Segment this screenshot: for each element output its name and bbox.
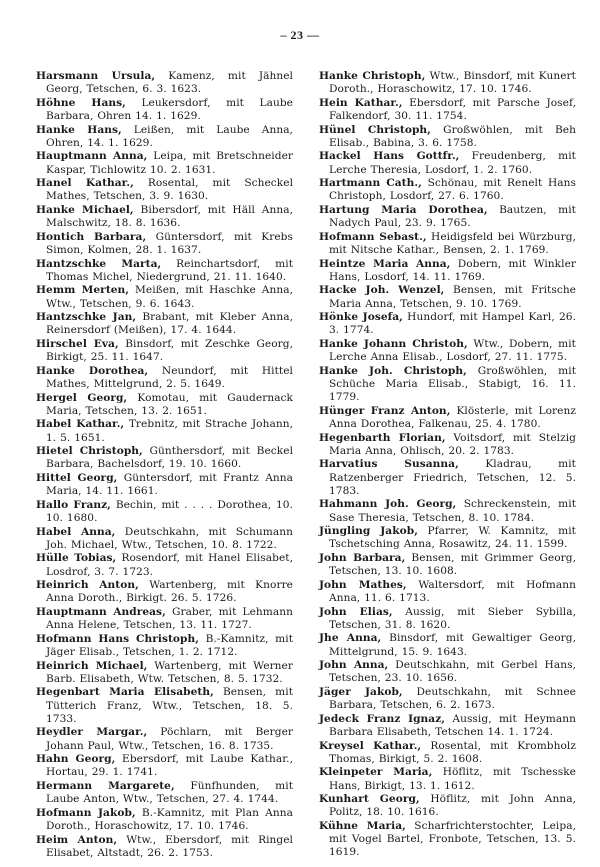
register-entry [36,231,293,257]
register-entry [36,726,293,752]
entry-details: Kladrau, mit Ratzenberger Friedrich, Tetschen, 12. 5. 1783. [329,458,576,497]
entry-name: Hünel Christoph, [319,123,431,136]
entry-name: Hartmann Cath., [319,177,422,190]
entry-details: Bensen, mit Grimmer Georg, Tetschen, 13. 10. 1608. [329,551,576,578]
entry-name: Hegenbarth Florian, [319,431,446,444]
entry-name: Hontich Barbara, [36,230,147,243]
entry-name: Hanke Joh. Christoph, [319,364,467,377]
entry-name: Hanke Dorothea, [36,364,149,377]
entry-details: Deutschkahn, mit Schnee Barbara, Tetschen, 6. 2. 1673. [329,685,576,712]
register-entry [319,606,576,632]
entry-name: Heydler Margar., [36,726,148,739]
register-columns [36,70,576,860]
entry-name: Heinrich Michael, [36,659,148,672]
register-entry [319,124,576,150]
entry-name: John Barbara, [319,551,406,564]
entry-name: Hönke Josefa, [319,311,403,324]
entry-details: Leukersdorf, mit Laube Barbara, Ohren 14. 1. 1629. [46,96,293,122]
entry-name: Jäger Jakob, [319,685,403,698]
entry-details: Rosendorf, mit Hanel Elisabet, Losdrof, 3. 7. 1723. [46,552,293,578]
entry-details: Schreckenstein, mit Sase Theresia, Tetschen, 8. 10. 1784. [329,498,577,524]
entry-name: Hanel Kathar., [36,177,134,190]
entry-name: Hünger Franz Anton, [319,404,451,417]
register-entry [36,660,293,686]
entry-name: Habel Kathar., [36,418,125,431]
register-entry [319,766,576,792]
entry-details: Bensen, mit Tütterich Franz, Wtw., Tetschen, 18. 5. 1733. [46,686,293,725]
entry-details: Meißen, mit Haschke Anna, Wtw., Tetschen, 9. 6. 1643. [46,284,294,310]
entry-details: Deutschkahn, mit Schumann Joh. Michael, Wtw., Tetschen, 10. 8. 1722. [46,525,293,551]
register-entry [319,231,576,257]
entry-name: Kunhart Georg, [319,793,420,806]
entry-details: Neundorf, mit Hittel Mathes, Mittelgrund, 2. 5. 1649. [46,364,293,390]
entry-name: Hanke Hans, [36,123,122,136]
entry-details: Schönau, mit Renelt Hans Christoph, Losdorf, 27. 6. 1760. [329,177,576,203]
entry-details: Bibersdorf, mit Häll Anna, Malschwitz, 18. 8. 1636. [46,203,294,230]
entry-name: Heintze Maria Anna, [319,257,451,270]
entry-name: Hanke Michael, [36,203,134,216]
entry-name: Hauptmann Andreas, [36,605,166,618]
entry-details: Brabant, mit Kleber Anna, Reinersdorf (Meißen), 17. 4. 1644. [46,311,293,337]
entry-details: Güntersdorf, mit Krebs Simon, Kolmen, 28. 1. 1637. [46,230,294,256]
entry-name: Heinrich Anton, [36,579,139,592]
entry-details: Klösterle, mit Lorenz Anna Dorothea, Falkenau, 25. 4. 1780. [329,404,576,430]
entry-name: Hofmann Hans Christoph, [36,632,199,645]
entry-name: Hauptmann Anna, [36,150,148,163]
entry-details: B.-Kamnitz, mit Jäger Elisab., Tetschen, 1. 2. 1712. [46,632,294,658]
entry-name: Hegenbart Maria Elisabeth, [36,686,214,699]
register-entry [36,392,293,418]
entry-name: Harsmann Ursula, [36,70,156,82]
entry-details: Deutschkahn, mit Gerbel Hans, Tetschen, 23. 10. 1656. [329,659,576,685]
entry-details: Waltersdorf, mit Hofmann Anna, 11. 6. 1713. [329,578,576,604]
entry-details: Rosental, mit Scheckel Mathes, Tetschen, 3. 9. 1630. [46,177,294,203]
entry-details: Günthersdorf, mit Beckel Barbara, Bachelsdorf, 19. 10. 1660. [46,445,294,471]
entry-name: Habel Anna, [36,525,116,538]
register-entry [36,97,293,123]
entry-name: Höhne Hans, [36,96,126,109]
register-entry [319,820,576,860]
entry-name: Jhe Anna, [319,632,382,645]
register-entry [36,124,293,150]
entry-name: Hanke Johann Christoh, [319,337,468,350]
entry-name: Hofmann Jakob, [36,806,136,819]
register-entry [36,418,293,444]
entry-details: Bensen, mit Fritsche Maria Anna, Tetschen, 9. 10. 1769. [329,284,577,310]
register-entry [319,552,576,578]
entry-name: Hemm Merten, [36,284,130,297]
register-entry [319,311,576,337]
register-entry [36,311,293,337]
register-entry [319,284,576,310]
entry-details: Wartenberg, mit Werner Barb. Elisabeth, Wtw. Tetschen, 8. 5. 1732. [46,659,293,685]
register-entry [319,713,576,739]
entry-name: Hermann Margarete, [36,779,175,792]
register-entry [319,204,576,230]
entry-name: John Mathes, [319,578,407,591]
entry-name: Hirschel Eva, [36,337,119,350]
entry-name: Hergel Georg, [36,391,128,404]
entry-name: Hackel Hans Gottfr., [319,150,460,163]
entry-name: Hahmann Joh. Georg, [319,498,457,511]
register-entry [319,365,576,405]
register-entry [36,780,293,806]
register-entry [319,97,576,123]
entry-details: Reinchartsdorf, mit Thomas Michel, Niedergrund, 21. 11. 1640. [46,257,294,283]
entry-name: Hein Kathar., [319,96,403,109]
entry-details: Großwöhlen, mit Beh Elisab., Babina, 3. 6. 1758. [329,123,576,149]
register-entry [319,632,576,658]
register-entry [36,579,293,605]
entry-name: Hülle Tobias, [36,552,117,565]
entry-details: Pöchlarn, mit Berger Johann Paul, Wtw., Tetschen, 16. 8. 1735. [46,726,294,752]
entry-name: Hanke Christoph, [319,70,426,82]
register-entry [319,793,576,819]
entry-details: Bautzen, mit Nadych Paul, 23. 9. 1765. [329,203,576,230]
register-entry [36,445,293,471]
entry-details: Hundorf, mit Hampel Karl, 26. 3. 1774. [329,311,576,337]
entry-details: Scharfrichterstochter, Leipa, mit Vogel Bartel, Fronbote, Tetschen, 13. 5. 1619. [329,819,576,859]
entry-details: Wtw., Dobern, mit Lerche Anna Elisab., Losdorf, 27. 11. 1775. [329,337,576,364]
entry-name: Hacke Joh. Wenzel, [319,284,445,297]
register-entry [319,150,576,176]
register-entry [36,807,293,833]
register-entry [36,150,293,176]
entry-name: Hietel Christoph, [36,445,143,458]
entry-details: Dobern, mit Winkler Hans, Losdorf, 14. 11. 1769. [329,257,577,283]
entry-name: Hantzschke Jan, [36,311,137,324]
register-entry [319,70,576,96]
register-entry [319,579,576,605]
entry-details: Kamenz, mit Jähnel Georg, Tetschen, 6. 3. 1623. [46,70,294,96]
register-entry [36,258,293,284]
register-entry [36,365,293,391]
register-entry [36,606,293,632]
entry-details: Aussig, mit Heymann Barbara Elisabeth, Tetschen 14. 1. 1724. [329,712,576,738]
register-entry [36,499,293,525]
entry-details: Höflitz, mit John Anna, Politz, 18. 10. 1616. [329,793,577,819]
entry-details: Ebersdorf, mit Laube Kathar., Hortau, 29. 1. 1741. [46,753,294,779]
register-entry [36,686,293,726]
right-column [319,70,576,860]
entry-name: Hahn Georg, [36,753,116,766]
entry-details: Bechin, mit . . . . Dorothea, 10. 10. 1680. [46,498,294,524]
register-entry [319,177,576,203]
register-entry [319,258,576,284]
entry-name: Kreysel Kathar., [319,739,422,752]
entry-name: John Elias, [319,605,393,618]
entry-name: Kühne Maria, [319,819,406,832]
register-entry [36,177,293,203]
entry-details: Großwöhlen, mit Schüche Maria Elisab., Stabigt, 16. 11. 1779. [329,364,577,404]
entry-details: Graber, mit Lehmann Anna Helene, Tetschen, 13. 11. 1727. [46,605,294,632]
entry-details: Heidigsfeld bei Würzburg, mit Nitsche Kathar., Bensen, 2. 1. 1769. [329,230,576,256]
entry-name: Hallo Franz, [36,498,111,511]
entry-details: Ebersdorf, mit Parsche Josef, Falkendorf, 30. 11. 1754. [329,96,576,122]
entry-details: Binsdorf, mit Zeschke Georg, Birkigt, 25. 11. 1647. [46,337,294,364]
entry-details: Wartenberg, mit Knorre Anna Doroth., Birkigt. 26. 5. 1726. [46,579,293,605]
entry-name: Hartung Maria Dorothea, [319,203,488,216]
entry-details: Güntersdorf, mit Frantz Anna Maria, 14. 11. 1661. [46,471,294,498]
entry-name: Hantzschke Marta, [36,257,162,270]
entry-details: Leißen, mit Laube Anna, Ohren, 14. 1. 1629. [46,123,293,149]
entry-name: Jüngling Jakob, [319,525,418,538]
register-entry [36,753,293,779]
entry-details: Rosental, mit Krombholz Thomas, Birkigt, 5. 2. 1608. [329,739,576,765]
entry-details: Trebnitz, mit Strache Johann, 1. 5. 1651. [46,418,293,444]
page-number: – 23 — [280,28,320,42]
register-entry [36,204,293,230]
register-entry [36,70,293,96]
entry-name: Jedeck Franz Ignaz, [319,712,446,725]
register-entry [36,338,293,364]
register-entry [319,525,576,551]
entry-details: Höflitz, mit Tschesske Hans, Birkigt, 13. 1. 1612. [329,766,576,792]
entry-name: Heim Anton, [36,833,118,846]
entry-details: Fünfhunden, mit Laube Anton, Wtw., Tetschen, 27. 4. 1744. [46,779,293,806]
entry-details: Binsdorf, mit Gewaltiger Georg, Mittelgrund, 15. 9. 1643. [329,632,576,658]
entry-name: Harvatius Susanna, [319,458,459,471]
register-entry [319,740,576,766]
entry-name: Hittel Georg, [36,471,118,484]
entry-details: Wtw., Ebersdorf, mit Ringel Elisabet, Altstadt, 26. 2. 1753. [46,833,293,859]
entry-name: Kleinpeter Maria, [319,766,433,779]
register-entry [36,633,293,659]
entry-details: Aussig, mit Sieber Sybilla, Tetschen, 31. 8. 1620. [329,605,576,631]
register-entry [36,526,293,552]
register-entry [319,686,576,712]
register-entry [319,659,576,685]
register-entry [319,458,576,498]
register-entry [319,432,576,458]
entry-details: Voitsdorf, mit Stelzig Maria Anna, Ohlisch, 20. 2. 1783. [329,431,576,457]
register-entry [36,284,293,310]
left-column [36,70,293,860]
register-entry [36,552,293,578]
register-entry [319,338,576,364]
entry-details: Pfarrer, W. Kamnitz, mit Tschetsching Anna, Rosawitz, 24. 11. 1599. [329,525,576,551]
entry-details: B.-Kamnitz, mit Plan Anna Doroth., Horaschowitz, 17. 10. 1746. [46,806,293,832]
entry-details: Leipa, mit Bretschneider Kaspar, Tichlowitz 10. 2. 1631. [46,150,294,176]
register-entry [319,498,576,524]
entry-name: Hofmann Sebast., [319,230,427,243]
entry-details: Freudenberg, mit Lerche Theresia, Losdorf, 1. 2. 1760. [329,150,576,176]
entry-details: Wtw., Binsdorf, mit Kunert Doroth., Horaschowitz, 17. 10. 1746. [329,70,576,96]
register-entry [36,472,293,498]
entry-details: Komotau, mit Gaudernack Maria, Tetschen, 13. 2. 1651. [46,391,294,417]
register-entry [36,834,293,860]
register-entry [319,405,576,431]
entry-name: John Anna, [319,659,389,672]
